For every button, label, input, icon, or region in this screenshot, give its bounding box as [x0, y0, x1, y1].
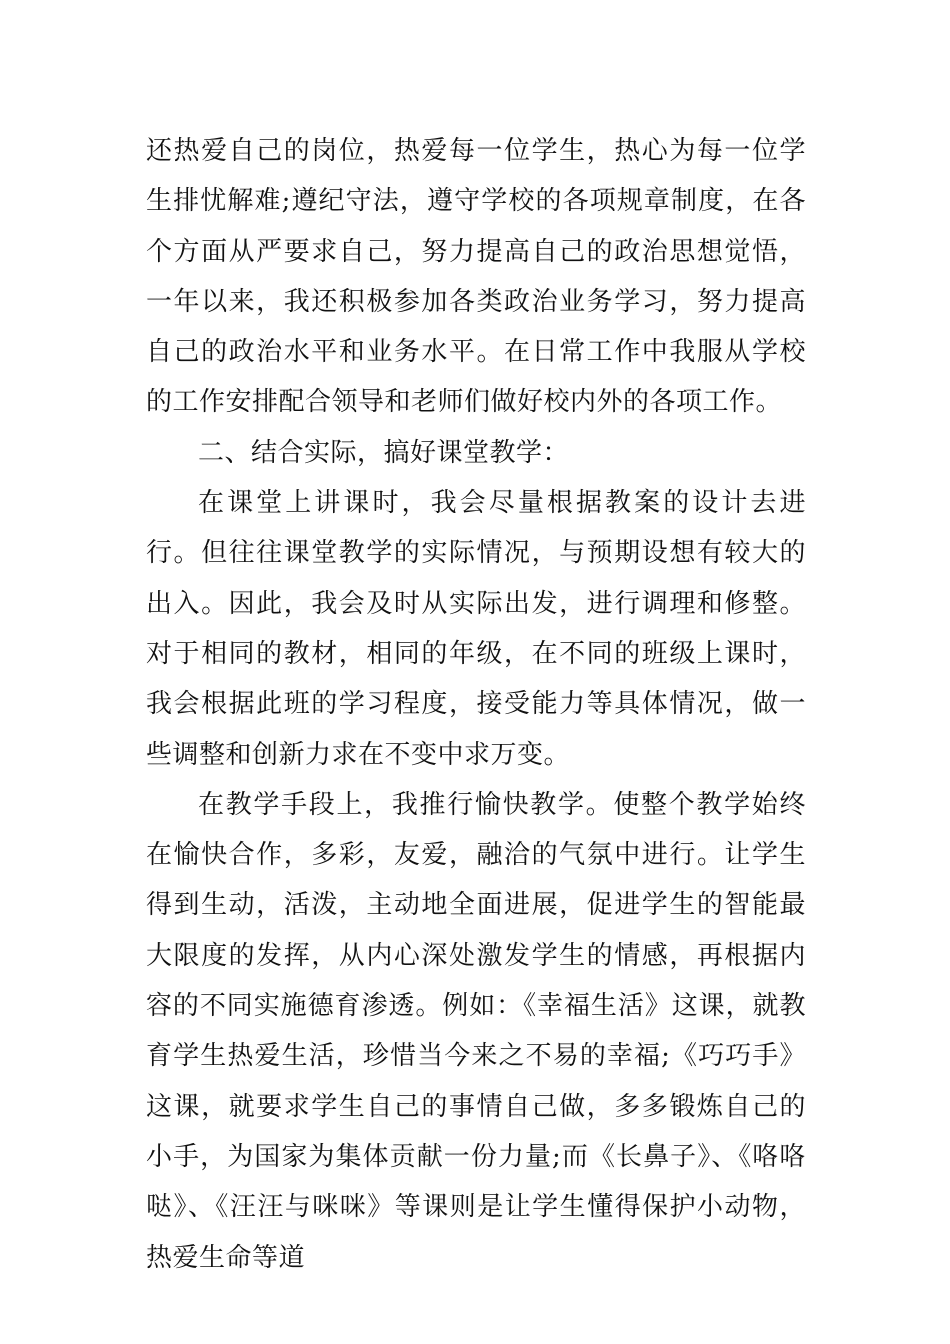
document-body: [146, 126, 806, 1283]
paragraph-continuation: 还热爱自己的岗位，热爱每一位学生，热心为每一位学生排忧解难;遵纪守法，遵守学校的各项规章制度，在各个方面从严要求自己，努力提高自己的政治思想觉悟，一年以来，我还积极参加各类政治业务学习，努力提高自己的政治水平和业务水平。在日常工作中我服从学校的工作安排配合领导和老师们做好校内外的各项工作。: [146, 136, 806, 418]
paragraph-classroom-teaching: 在课堂上讲课时，我会尽量根据教案的设计去进行。但往往课堂教学的实际情况，与预期设想有较大的出入。因此，我会及时从实际出发，进行调理和修整。对于相同的教材，相同的年级，在不同的班级上课时，我会根据此班的学习程度，接受能力等具体情况，做一些调整和创新力求在不变中求万变。: [146, 488, 806, 770]
paragraph-teaching-methods: 在教学手段上，我推行愉快教学。使整个教学始终在愉快合作，多彩，友爱，融洽的气氛中进行。让学生得到生动，活泼，主动地全面进展，促进学生的智能最大限度的发挥，从内心深处激发学生的情感，再根据内容的不同实施德育渗透。例如：《幸福生活》这课，就教育学生热爱生活，珍惜当今来之不易的幸福;《巧巧手》这课，就要求学生自己的事情自己做，多多锻炼自己的小手，为国家为集体贡献一份力量;而《长鼻子》、《咯咯哒》、《汪汪与咪咪》等课则是让学生懂得保护小动物，热爱生命等道: [146, 789, 806, 1273]
section-heading: 二、结合实际，搞好课堂教学：: [198, 437, 570, 468]
